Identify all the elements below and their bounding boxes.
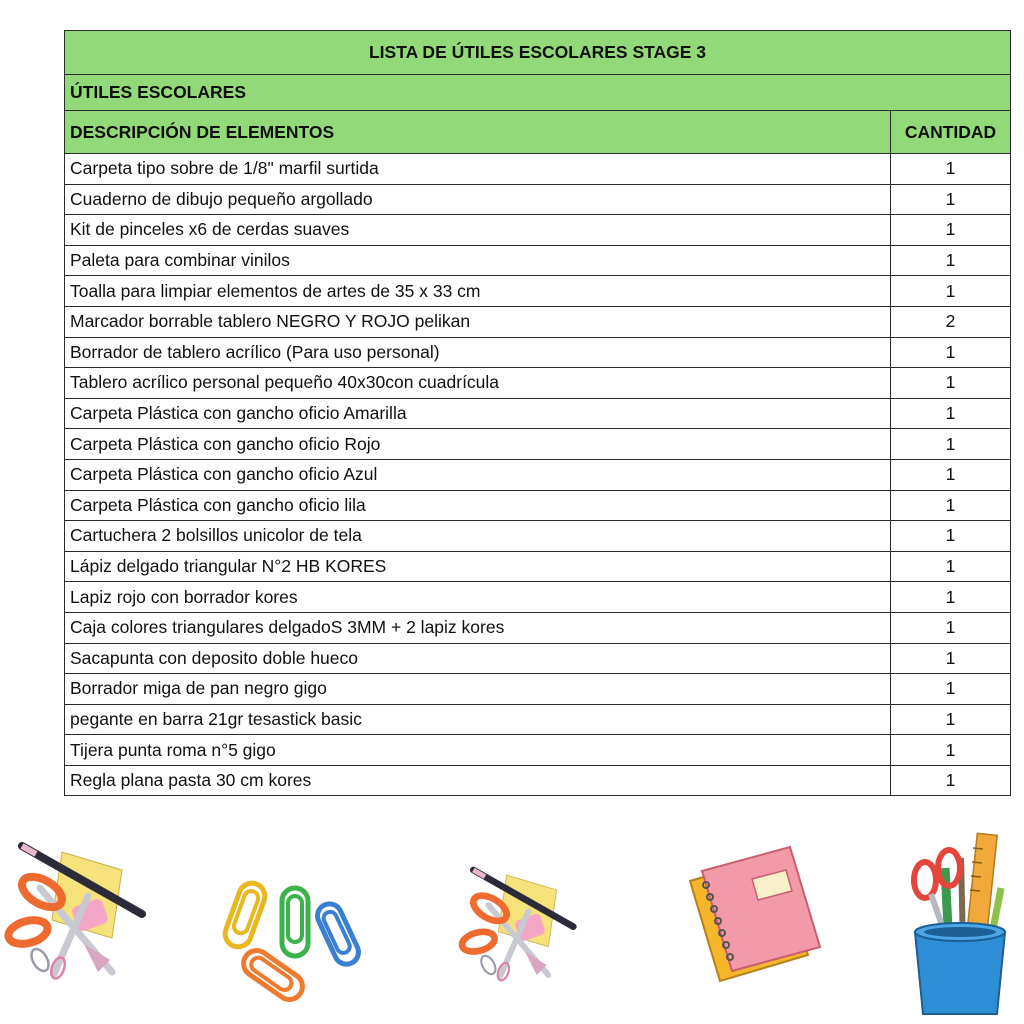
table-row (65, 184, 1011, 215)
description-header: DESCRIPCIÓN DE ELEMENTOS (65, 111, 891, 154)
title-row (65, 31, 1011, 75)
item-description: Carpeta tipo sobre de 1/8" marfil surtida (65, 154, 891, 185)
table-row (65, 459, 1011, 490)
item-description: Paleta para combinar vinilos (65, 245, 891, 276)
item-description: Kit de pinceles x6 de cerdas suaves (65, 215, 891, 246)
item-description: Regla plana pasta 30 cm kores (65, 765, 891, 796)
item-quantity: 1 (891, 704, 1011, 735)
item-description: Carpeta Plástica con gancho oficio Amarilla (65, 398, 891, 429)
item-quantity: 2 (891, 306, 1011, 337)
paper-clips-icon (220, 870, 370, 1010)
table-row (65, 735, 1011, 766)
item-quantity: 1 (891, 398, 1011, 429)
table-row (65, 612, 1011, 643)
table-row (65, 276, 1011, 307)
item-quantity: 1 (891, 368, 1011, 399)
table-row (65, 337, 1011, 368)
item-quantity: 1 (891, 551, 1011, 582)
item-quantity: 1 (891, 184, 1011, 215)
item-description: pegante en barra 21gr tesastick basic (65, 704, 891, 735)
item-quantity: 1 (891, 337, 1011, 368)
table-row (65, 154, 1011, 185)
item-description: Lápiz delgado triangular N°2 HB KORES (65, 551, 891, 582)
pencil-cup-icon (905, 828, 1020, 1018)
item-description: Tablero acrílico personal pequeño 40x30con cuadrícula (65, 368, 891, 399)
item-quantity: 1 (891, 215, 1011, 246)
notebooks-icon (680, 845, 830, 985)
table-row (65, 643, 1011, 674)
section-title: ÚTILES ESCOLARES (65, 75, 1011, 111)
scissors-pencil-eraser-icon (0, 840, 150, 990)
item-quantity: 1 (891, 643, 1011, 674)
item-description: Carpeta Plástica con gancho oficio Azul (65, 459, 891, 490)
table-row (65, 674, 1011, 705)
item-quantity: 1 (891, 582, 1011, 613)
table-row (65, 306, 1011, 337)
quantity-header: CANTIDAD (891, 111, 1011, 154)
item-description: Borrador miga de pan negro gigo (65, 674, 891, 705)
item-description: Toalla para limpiar elementos de artes de 35 x 33 cm (65, 276, 891, 307)
item-description: Borrador de tablero acrílico (Para uso personal) (65, 337, 891, 368)
table-row (65, 368, 1011, 399)
item-description: Marcador borrable tablero NEGRO Y ROJO pelikan (65, 306, 891, 337)
supplies-table (64, 30, 1011, 796)
column-header-row (65, 111, 1011, 154)
table-row (65, 704, 1011, 735)
item-quantity: 1 (891, 765, 1011, 796)
table-row (65, 398, 1011, 429)
table-row (65, 551, 1011, 582)
item-quantity: 1 (891, 521, 1011, 552)
scissors-pencil-eraser-icon (455, 860, 580, 995)
item-description: Tijera punta roma n°5 gigo (65, 735, 891, 766)
table-row (65, 490, 1011, 521)
item-description: Carpeta Plástica con gancho oficio Rojo (65, 429, 891, 460)
item-description: Carpeta Plástica con gancho oficio lila (65, 490, 891, 521)
item-quantity: 1 (891, 735, 1011, 766)
table-row (65, 521, 1011, 552)
list-title: LISTA DE ÚTILES ESCOLARES STAGE 3 (65, 31, 1011, 75)
items-body (65, 154, 1011, 796)
table-row (65, 582, 1011, 613)
item-quantity: 1 (891, 429, 1011, 460)
item-quantity: 1 (891, 154, 1011, 185)
item-description: Cartuchera 2 bolsillos unicolor de tela (65, 521, 891, 552)
table-row (65, 215, 1011, 246)
item-quantity: 1 (891, 490, 1011, 521)
item-quantity: 1 (891, 674, 1011, 705)
item-quantity: 1 (891, 276, 1011, 307)
table-row (65, 429, 1011, 460)
item-quantity: 1 (891, 612, 1011, 643)
table-row (65, 765, 1011, 796)
section-row (65, 75, 1011, 111)
table-row (65, 245, 1011, 276)
item-description: Cuaderno de dibujo pequeño argollado (65, 184, 891, 215)
item-quantity: 1 (891, 459, 1011, 490)
item-description: Caja colores triangulares delgadoS 3MM + 2 lapiz kores (65, 612, 891, 643)
item-quantity: 1 (891, 245, 1011, 276)
item-description: Lapiz rojo con borrador kores (65, 582, 891, 613)
item-description: Sacapunta con deposito doble hueco (65, 643, 891, 674)
